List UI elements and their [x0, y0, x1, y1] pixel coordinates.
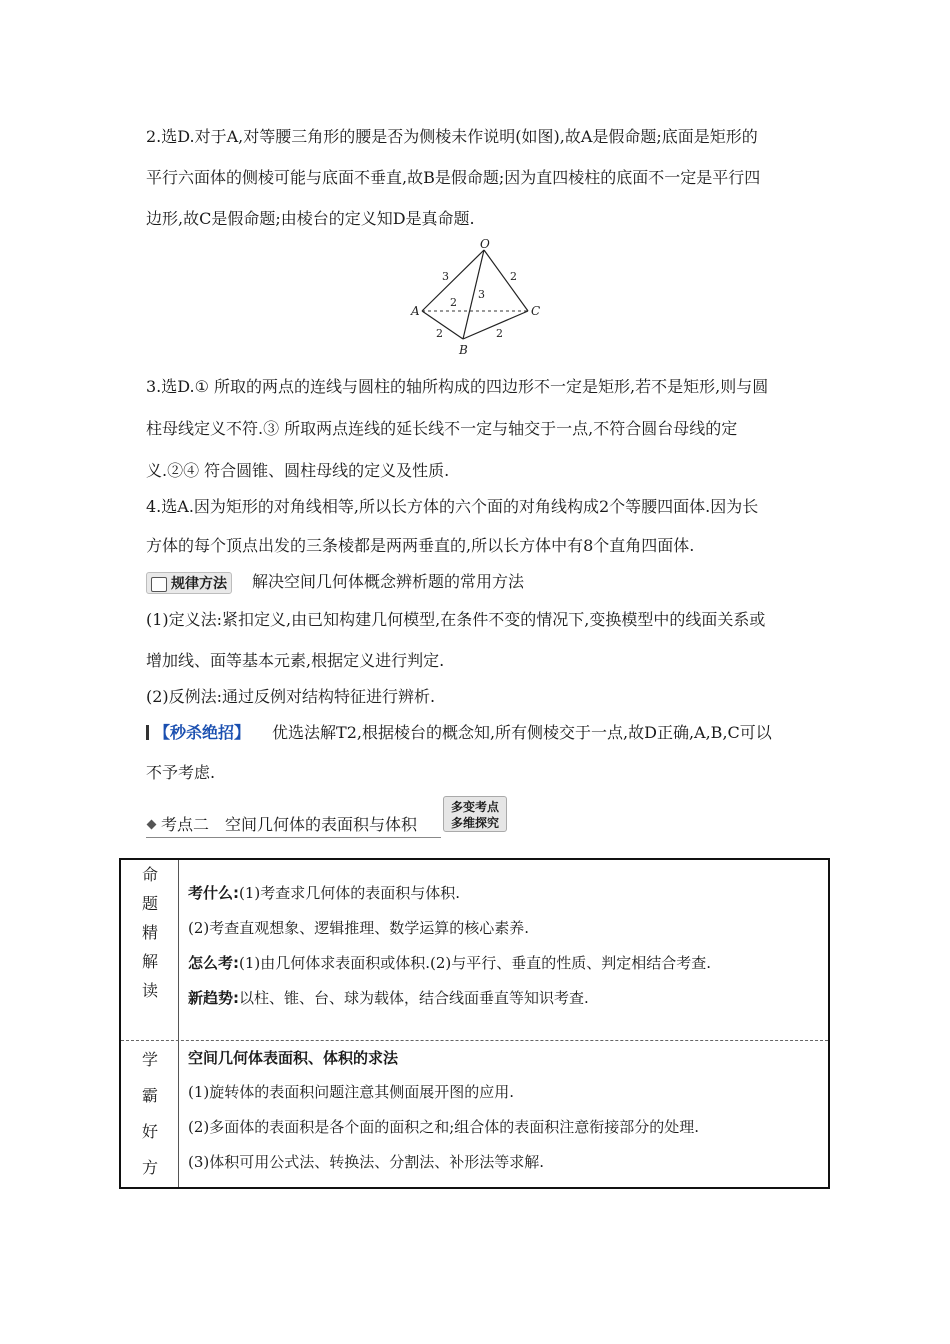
- edge-label-inner: 2: [450, 296, 457, 309]
- row1-side-label: 命 题 精 解 读: [141, 865, 158, 1000]
- label-C: C: [531, 304, 541, 318]
- row1-line4: 新趋势:以柱、锥、台、球为载体，结合线面垂直等知识考查.: [188, 989, 589, 1007]
- section-badge: 多变考点 多维探究: [443, 796, 507, 832]
- answer3-line2: 柱母线定义不符.③ 所取两点连线的延长线不一定与轴交于一点,不符合圆台母线的定: [146, 419, 738, 438]
- row2-line1: (1)旋转体的表面积问题注意其侧面展开图的应用.: [188, 1083, 515, 1101]
- trick-line2: 不予考虑.: [146, 763, 216, 782]
- edge-label-BC: 2: [496, 327, 503, 340]
- row1-line1: 考什么:(1)考查求几何体的表面积与体积.: [188, 884, 461, 902]
- edge-label-OA: 3: [442, 270, 449, 283]
- answer4-line1: 4.选A.因为矩形的对角线相等,所以长方体的六个面的对角线构成2个等腰四面体.因为长: [146, 497, 759, 516]
- method-icon: [151, 577, 167, 592]
- method-heading: [146, 563, 816, 601]
- method-item1-line1: (1)定义法:紧扣定义,由已知构建几何模型,在条件不变的情况下,变换模型中的线面关系或: [146, 610, 766, 629]
- trick-line1: 【秒杀绝招】 优选法解T2,根据棱台的概念知,所有侧棱交于一点,故D正确,A,B,C可以: [146, 712, 816, 753]
- method-item1-line2: 增加线、面等基本元素,根据定义进行判定.: [146, 651, 445, 670]
- answer2-line2: 平行六面体的侧棱可能与底面不垂直,故B是假命题;因为直四棱柱的底面不一定是平行四: [146, 168, 761, 187]
- label-B: B: [459, 343, 468, 357]
- answer2-line1: 2.选D.对于A,对等腰三角形的腰是否为侧棱未作说明(如图),故A是假命题;底面是矩形的: [146, 127, 758, 146]
- row1-line2: (2)考查直观想象、逻辑推理、数学运算的核心素养.: [188, 919, 530, 937]
- edge-label-OC: 2: [510, 270, 517, 283]
- section-underline: [146, 837, 441, 838]
- edge-label-AB: 2: [436, 327, 443, 340]
- trick-bar-icon: [146, 725, 149, 740]
- answer3-line1: 3.选D.① 所取的两点的连线与圆柱的轴所构成的四边形不一定是矩形,若不是矩形,则与圆: [146, 377, 769, 396]
- edge-label-OB: 3: [478, 288, 485, 301]
- trick-tag: 【秒杀绝招】: [146, 723, 250, 742]
- row2-line3: (3)体积可用公式法、转换法、分割法、补形法等求解.: [188, 1153, 545, 1171]
- row1-line3: 怎么考:(1)由几何体求表面积或体积.(2)与平行、垂直的性质、判定相结合考查.: [188, 954, 712, 972]
- method-tag: 规律方法: [146, 572, 232, 594]
- section-heading: [146, 812, 417, 838]
- edge-OC: [484, 250, 528, 311]
- label-O: O: [480, 238, 490, 251]
- row2-side-label: 学 霸 好 方: [141, 1050, 158, 1177]
- row2-heading: 空间几何体表面积、体积的求法: [188, 1049, 399, 1067]
- label-A: A: [411, 304, 420, 318]
- answer3-line3: 义.②④ 符合圆锥、圆柱母线的定义及性质.: [146, 461, 450, 480]
- diamond-icon: [147, 820, 157, 830]
- answer4-line2: 方体的每个顶点出发的三条棱都是两两垂直的,所以长方体中有8个直角四面体.: [146, 536, 695, 555]
- row2-line2: (2)多面体的表面积是各个面的面积之和;组合体的表面积注意衔接部分的处理.: [188, 1118, 700, 1136]
- tetrahedron-figure: [400, 238, 550, 358]
- answer2-line3: 边形,故C是假命题;由棱台的定义知D是真命题.: [146, 209, 475, 228]
- method-item2: (2)反例法:通过反例对结构特征进行辨析.: [146, 687, 436, 706]
- section-title: 考点二 空间几何体的表面积与体积: [161, 815, 418, 834]
- method-title: 解决空间几何体概念辨析题的常用方法: [252, 572, 525, 591]
